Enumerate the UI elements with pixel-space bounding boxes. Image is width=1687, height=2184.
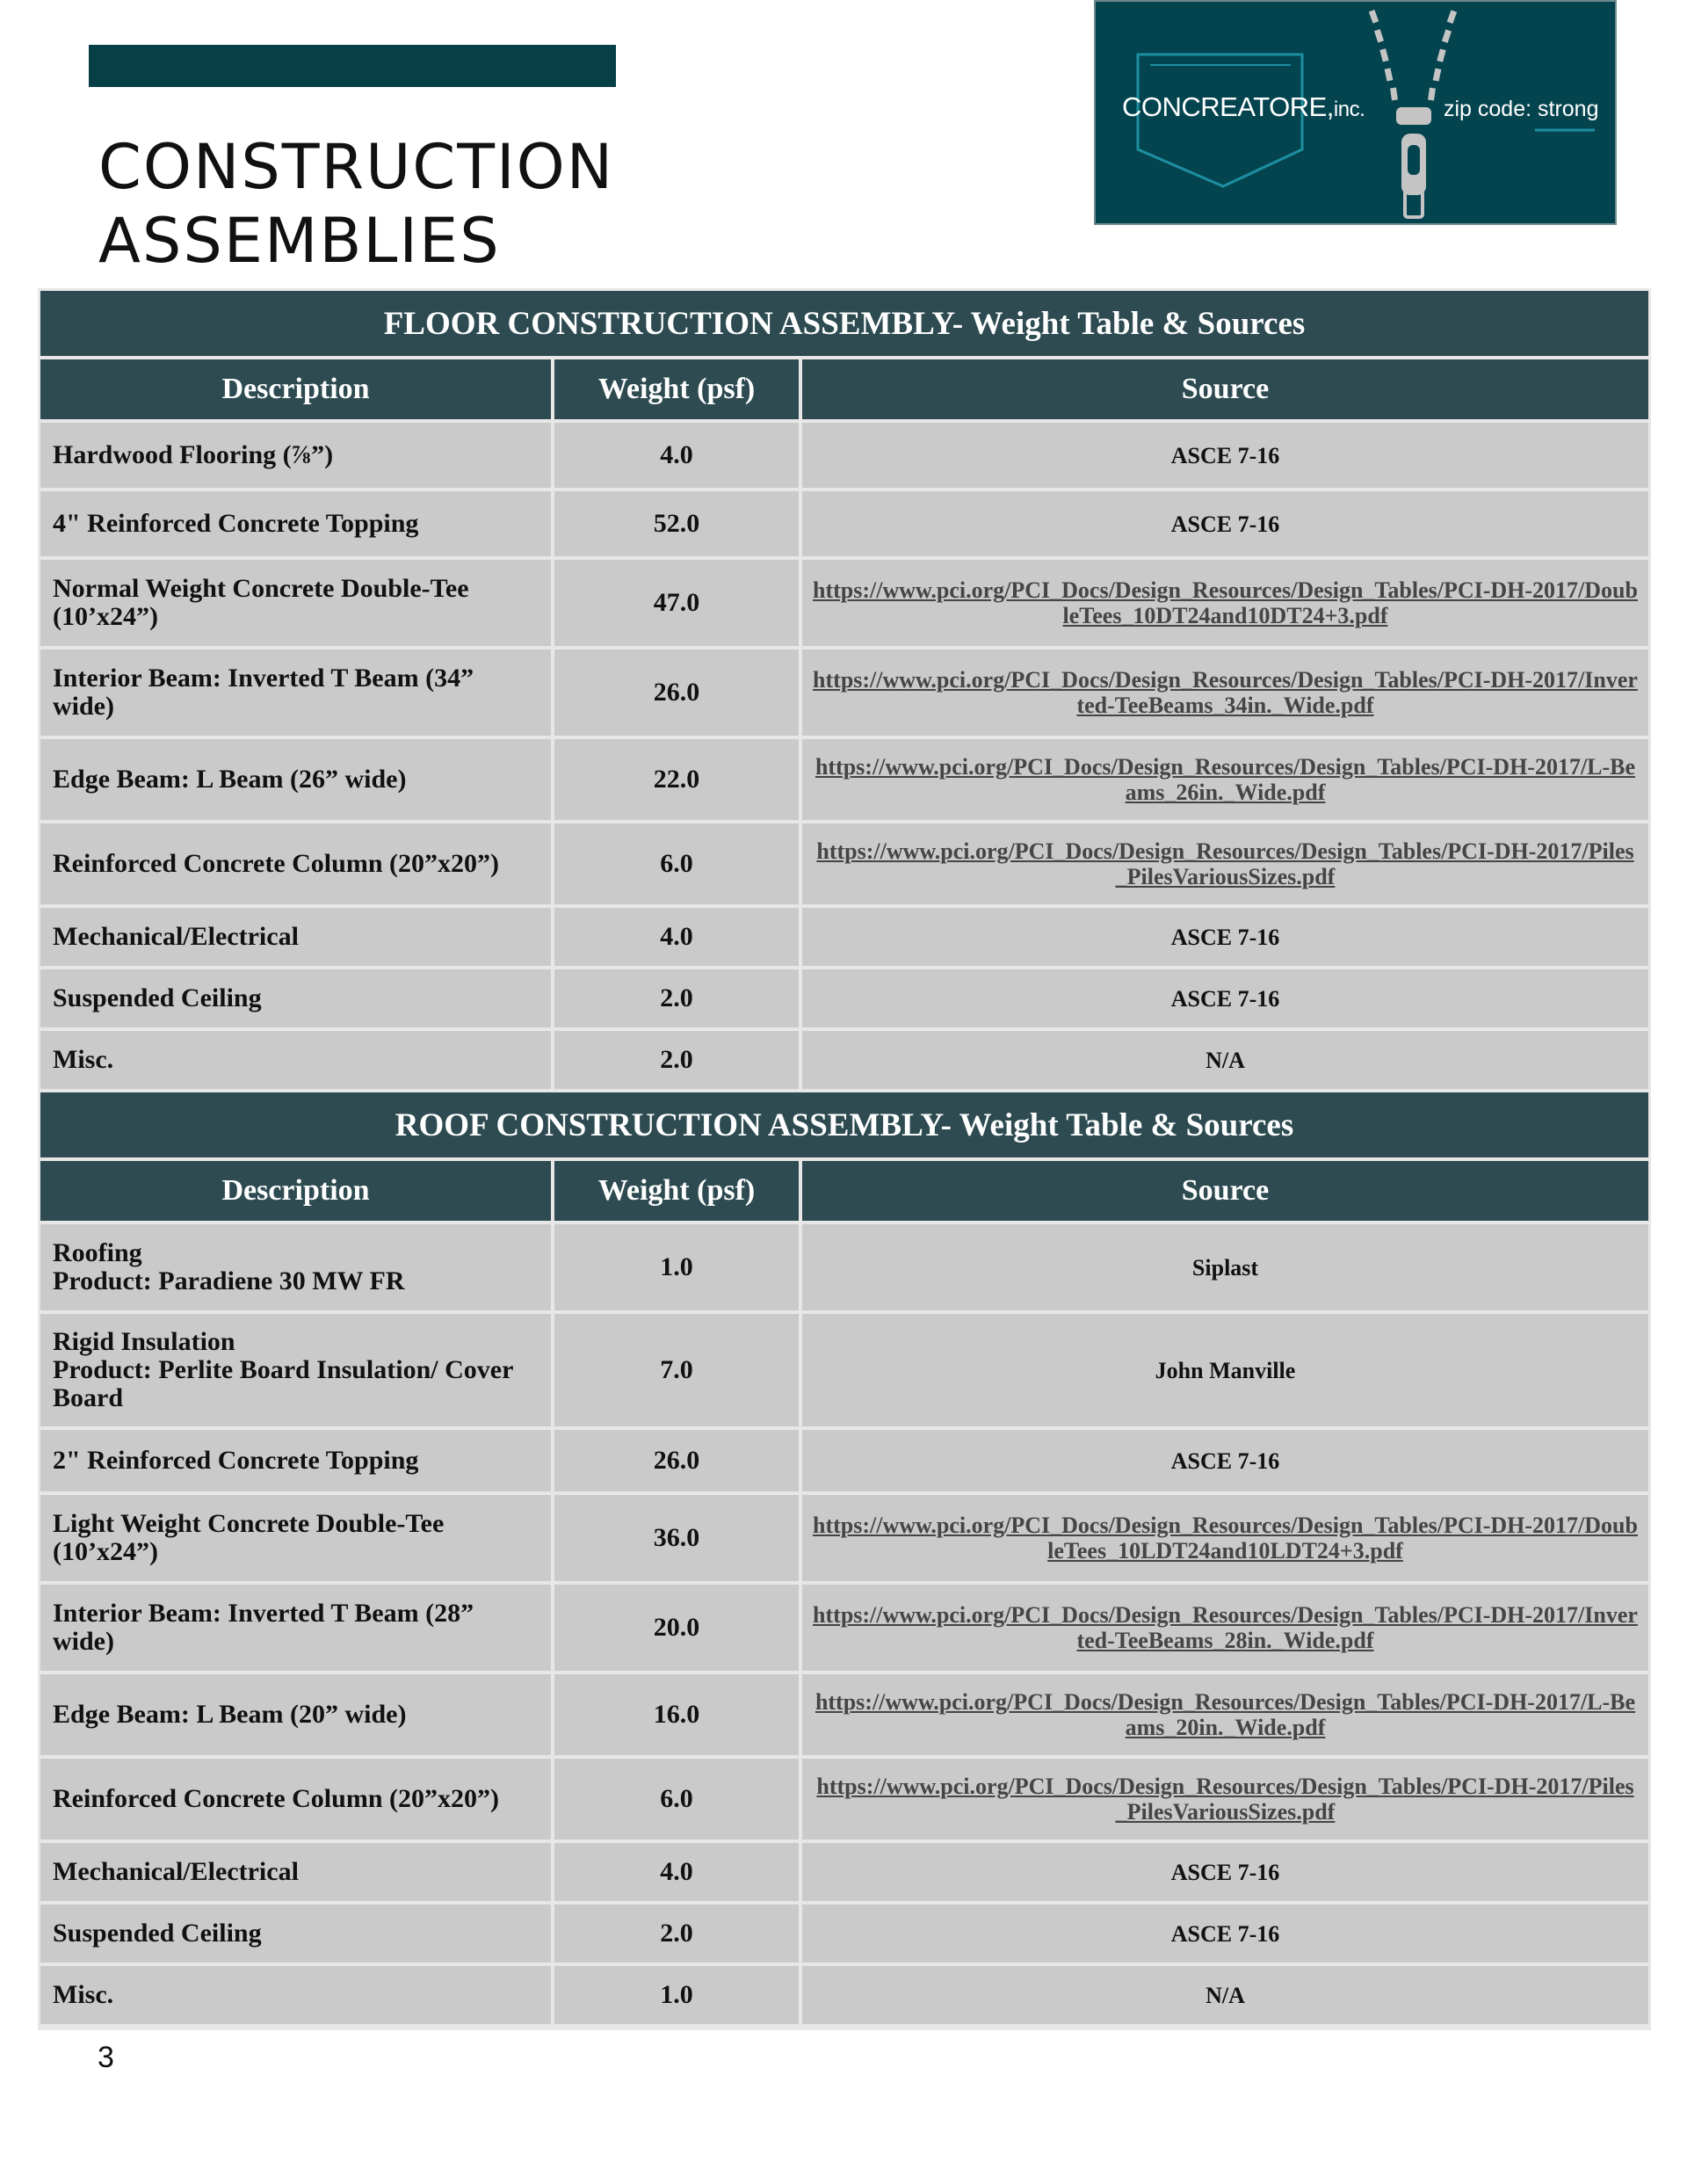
table-row <box>40 423 1648 488</box>
row-weight: 4.0 <box>551 423 799 488</box>
company-logo <box>1094 0 1617 225</box>
header-accent-bar <box>89 45 616 87</box>
roof-table-header-row <box>40 1161 1648 1221</box>
row-source <box>799 1674 1648 1755</box>
table-row <box>40 739 1648 820</box>
table-row <box>40 491 1648 556</box>
row-source: ASCE 7-16 <box>799 1843 1648 1901</box>
row-description: Interior Beam: Inverted T Beam (34” wide) <box>40 649 551 736</box>
row-weight: 1.0 <box>551 1224 799 1310</box>
roof-table-title-row <box>40 1092 1648 1157</box>
row-weight: 47.0 <box>551 560 799 646</box>
table-row <box>40 1314 1648 1426</box>
row-weight: 36.0 <box>551 1495 799 1581</box>
table-row <box>40 1430 1648 1491</box>
column-header-source: Source <box>799 1161 1648 1221</box>
source-link[interactable]: https://www.pci.org/PCI_Docs/Design_Resources/Design_Tables/PCI-DH-2017/Piles_PilesVariousSizes.pdf <box>816 838 1634 889</box>
page-number: 3 <box>98 2041 114 2074</box>
row-source: ASCE 7-16 <box>799 908 1648 966</box>
row-source: ASCE 7-16 <box>799 423 1648 488</box>
row-weight: 6.0 <box>551 1759 799 1839</box>
row-source: N/A <box>799 1966 1648 2024</box>
page-title <box>98 130 614 278</box>
row-source <box>799 739 1648 820</box>
column-header-description: Description <box>40 359 551 419</box>
row-weight: 4.0 <box>551 908 799 966</box>
row-weight: 20.0 <box>551 1585 799 1671</box>
row-description: Misc. <box>40 1966 551 2024</box>
floor-table-title: FLOOR CONSTRUCTION ASSEMBLY- Weight Table & Sources <box>40 291 1648 356</box>
row-weight: 22.0 <box>551 739 799 820</box>
row-weight: 6.0 <box>551 824 799 904</box>
floor-table-title-row <box>40 291 1648 356</box>
table-row <box>40 1905 1648 1963</box>
row-weight: 26.0 <box>551 1430 799 1491</box>
source-link[interactable]: https://www.pci.org/PCI_Docs/Design_Resources/Design_Tables/PCI-DH-2017/DoubleTees_10LDT24and10LDT24+3.pdf <box>813 1513 1638 1564</box>
table-row <box>40 1495 1648 1581</box>
row-description: Misc. <box>40 1031 551 1089</box>
row-weight: 2.0 <box>551 1031 799 1089</box>
source-link[interactable]: https://www.pci.org/PCI_Docs/Design_Resources/Design_Tables/PCI-DH-2017/L-Beams_20in._Wide.pdf <box>815 1689 1636 1740</box>
row-source <box>799 560 1648 646</box>
row-source: ASCE 7-16 <box>799 491 1648 556</box>
row-description: Interior Beam: Inverted T Beam (28” wide) <box>40 1585 551 1671</box>
row-weight: 4.0 <box>551 1843 799 1901</box>
page-title-line2: ASSEMBLIES <box>98 205 501 277</box>
row-description: Normal Weight Concrete Double-Tee (10’x24”) <box>40 560 551 646</box>
table-row <box>40 1759 1648 1839</box>
row-source <box>799 1759 1648 1839</box>
row-source <box>799 1585 1648 1671</box>
row-source: ASCE 7-16 <box>799 1430 1648 1491</box>
row-description: Light Weight Concrete Double-Tee (10’x24”) <box>40 1495 551 1581</box>
floor-table-header-row <box>40 359 1648 419</box>
row-description: 4" Reinforced Concrete Topping <box>40 491 551 556</box>
table-row <box>40 1674 1648 1755</box>
column-header-weight: Weight (psf) <box>551 1161 799 1221</box>
row-description: 2" Reinforced Concrete Topping <box>40 1430 551 1491</box>
source-link[interactable]: https://www.pci.org/PCI_Docs/Design_Resources/Design_Tables/PCI-DH-2017/L-Beams_26in._Wide.pdf <box>815 754 1636 805</box>
table-row <box>40 969 1648 1027</box>
column-header-description: Description <box>40 1161 551 1221</box>
table-row <box>40 1585 1648 1671</box>
assembly-tables <box>38 288 1651 2030</box>
table-row <box>40 560 1648 646</box>
row-weight: 16.0 <box>551 1674 799 1755</box>
row-description: Rigid Insulation Product: Perlite Board Insulation/ Cover Board <box>40 1314 551 1426</box>
row-source: ASCE 7-16 <box>799 969 1648 1027</box>
row-source: Siplast <box>799 1224 1648 1310</box>
row-source: ASCE 7-16 <box>799 1905 1648 1963</box>
row-description: Roofing Product: Paradiene 30 MW FR <box>40 1224 551 1310</box>
source-link[interactable]: https://www.pci.org/PCI_Docs/Design_Resources/Design_Tables/PCI-DH-2017/Inverted-TeeBeams_28in._Wide.pdf <box>813 1602 1638 1653</box>
row-source <box>799 649 1648 736</box>
row-weight: 52.0 <box>551 491 799 556</box>
column-header-weight: Weight (psf) <box>551 359 799 419</box>
row-weight: 1.0 <box>551 1966 799 2024</box>
company-name <box>1122 91 1365 123</box>
table-row <box>40 1966 1648 2024</box>
roof-assembly-table <box>40 1089 1648 2028</box>
row-source <box>799 1495 1648 1581</box>
row-source: N/A <box>799 1031 1648 1089</box>
row-source: John Manville <box>799 1314 1648 1426</box>
column-header-source: Source <box>799 359 1648 419</box>
company-tagline: zip code: strong <box>1444 97 1599 121</box>
table-row <box>40 1224 1648 1310</box>
table-row <box>40 824 1648 904</box>
row-weight: 2.0 <box>551 969 799 1027</box>
source-link[interactable]: https://www.pci.org/PCI_Docs/Design_Resources/Design_Tables/PCI-DH-2017/DoubleTees_10DT24and10DT24+3.pdf <box>813 577 1638 628</box>
row-weight: 26.0 <box>551 649 799 736</box>
table-row <box>40 1843 1648 1901</box>
source-link[interactable]: https://www.pci.org/PCI_Docs/Design_Resources/Design_Tables/PCI-DH-2017/Piles_PilesVariousSizes.pdf <box>816 1774 1634 1825</box>
row-description: Mechanical/Electrical <box>40 1843 551 1901</box>
row-description: Hardwood Flooring (⅞”) <box>40 423 551 488</box>
company-suffix: inc. <box>1333 98 1365 121</box>
row-weight: 2.0 <box>551 1905 799 1963</box>
row-weight: 7.0 <box>551 1314 799 1426</box>
row-description: Edge Beam: L Beam (20” wide) <box>40 1674 551 1755</box>
floor-assembly-table <box>40 287 1648 1092</box>
source-link[interactable]: https://www.pci.org/PCI_Docs/Design_Resources/Design_Tables/PCI-DH-2017/Inverted-TeeBeams_34in._Wide.pdf <box>813 667 1638 718</box>
roof-table-title: ROOF CONSTRUCTION ASSEMBLY- Weight Table & Sources <box>40 1092 1648 1157</box>
page-title-line1: CONSTRUCTION <box>98 131 615 203</box>
company-name-text: CONCREATORE, <box>1122 91 1334 122</box>
row-description: Suspended Ceiling <box>40 1905 551 1963</box>
row-description: Suspended Ceiling <box>40 969 551 1027</box>
table-row <box>40 908 1648 966</box>
row-description: Reinforced Concrete Column (20”x20”) <box>40 1759 551 1839</box>
row-description: Mechanical/Electrical <box>40 908 551 966</box>
row-description: Edge Beam: L Beam (26” wide) <box>40 739 551 820</box>
table-row <box>40 649 1648 736</box>
table-row <box>40 1031 1648 1089</box>
row-source <box>799 824 1648 904</box>
row-description: Reinforced Concrete Column (20”x20”) <box>40 824 551 904</box>
